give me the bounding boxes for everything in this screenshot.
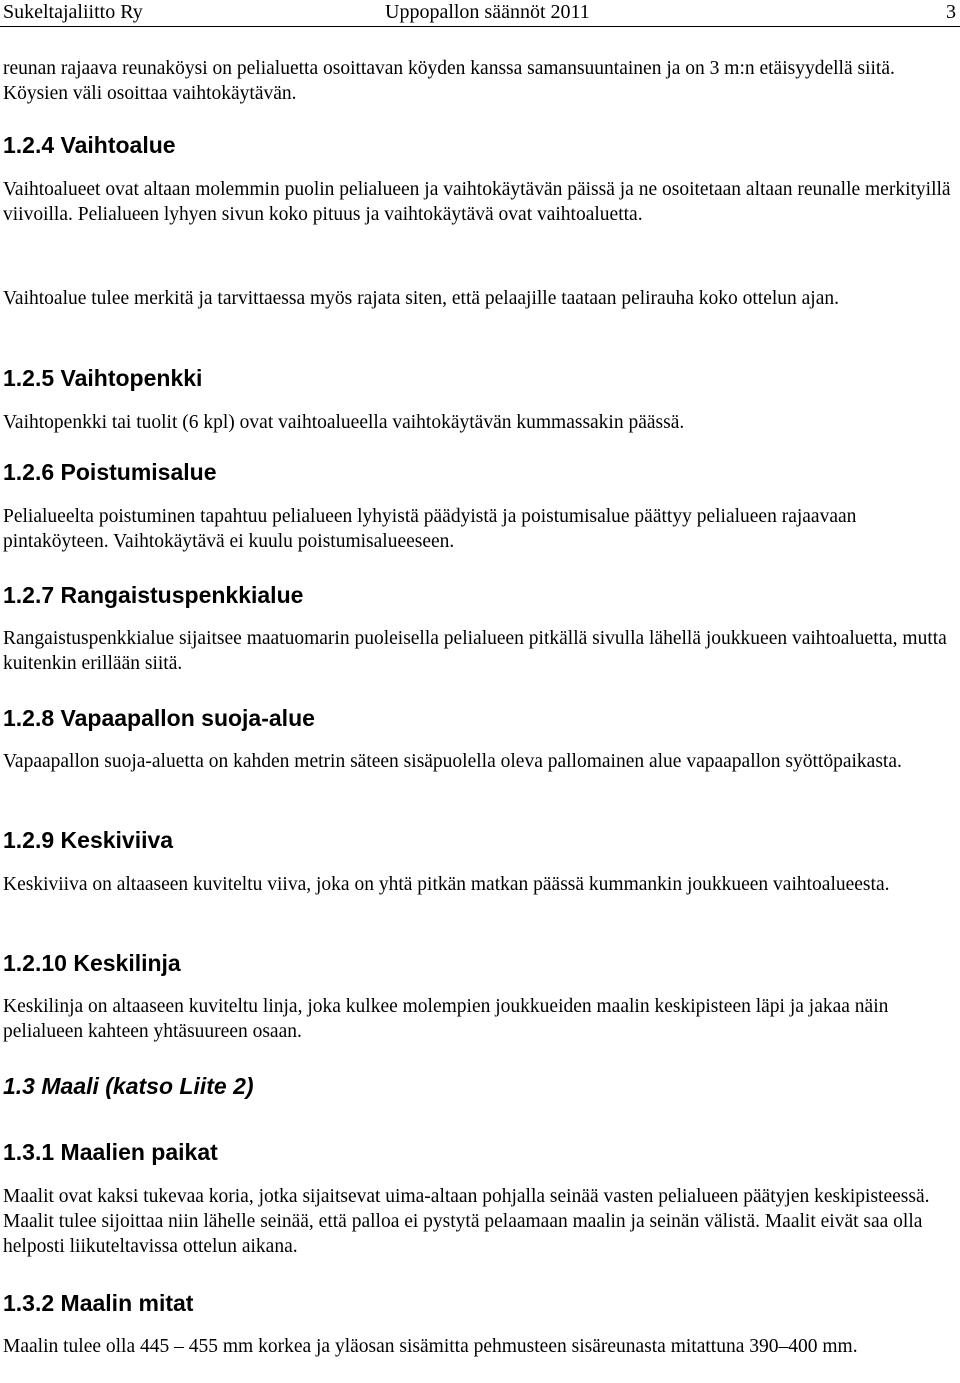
section-paragraph: Maalit ovat kaksi tukevaa koria, jotka sijaitsevat uima-altaan pohjalla seinää vasten pelialueen päätyjen keskipisteessä. Maalit tulee sijoittaa niin lähelle seinää, että palloa ei pystytä pelaamaan maalin ja seinän välistä. Maalit eivät saa olla helposti liikuteltavissa ottelun aikana. — [3, 1186, 930, 1257]
section-paragraph: Pelialueelta poistuminen tapahtuu pelialueen lyhyistä päädyistä ja poistumisalue päättyy pelialueen rajaavaan pintaköyteen. Vaihtokäytävä ei kuulu poistumisalueeseen. — [3, 506, 857, 552]
section-1-2-9-body — [3, 872, 953, 897]
header-document-title: Uppopallon säännöt 2011 — [385, 1, 590, 23]
section-heading: 1.3.1 Maalien paikat — [3, 1139, 218, 1165]
section-paragraph: Maalin tulee olla 445 – 455 mm korkea ja yläosan sisämitta pehmusteen sisäreunasta mitattuna 390–400 mm. — [3, 1336, 858, 1357]
section-1-3-1 — [3, 1138, 953, 1166]
section-paragraph: Keskiviiva on altaaseen kuviteltu viiva, joka on yhtä pitkän matkan päässä kummankin joukkueen vaihtoalueesta. — [3, 874, 890, 895]
section-1-2-4 — [3, 131, 953, 159]
section-1-2-8-body — [3, 749, 953, 774]
page-header — [0, 0, 960, 26]
section-paragraph: Vaihtoalue tulee merkitä ja tarvittaessa myös rajata siten, että pelaajille taataan pelirauha koko ottelun ajan. — [3, 288, 839, 309]
section-paragraph: Vapaapallon suoja-aluetta on kahden metrin säteen sisäpuolella oleva pallomainen alue vapaapallon syöttöpaikasta. — [3, 751, 902, 772]
section-heading: 1.3.2 Maalin mitat — [3, 1290, 194, 1316]
section-1-2-7-body — [3, 626, 953, 676]
section-heading: 1.2.5 Vaihtopenkki — [3, 365, 203, 391]
section-paragraph: Keskilinja on altaaseen kuviteltu linja, joka kulkee molempien joukkueiden maalin keskipisteen läpi ja jakaa näin pelialueen kahteen yhtäsuureen osaan. — [3, 996, 889, 1042]
intro-paragraph-block — [3, 56, 953, 106]
section-heading: 1.2.8 Vapaapallon suoja-alue — [3, 705, 315, 731]
header-organization: Sukeltajaliitto Ry — [3, 1, 143, 23]
section-1-2-5-body — [3, 410, 953, 435]
section-1-2-10-body — [3, 994, 953, 1044]
section-1-3 — [3, 1072, 953, 1100]
section-1-3-2 — [3, 1289, 953, 1317]
section-heading: 1.2.7 Rangaistuspenkkialue — [3, 582, 304, 608]
section-1-2-4-body-2 — [3, 286, 953, 311]
section-heading: 1.2.9 Keskiviiva — [3, 827, 174, 853]
section-1-2-4-body — [3, 177, 953, 227]
section-1-2-7 — [3, 581, 953, 609]
section-paragraph: Vaihtoalueet ovat altaan molemmin puolin pelialueen ja vaihtokäytävän päissä ja ne osoitetaan altaan reunalle merkityillä viivoilla. Pelialueen lyhyen sivun koko pituus ja vaihtokäytävä ovat vaihtoaluetta. — [3, 179, 951, 225]
section-heading: 1.3 Maali (katso Liite 2) — [3, 1073, 254, 1099]
section-1-3-1-body — [3, 1184, 953, 1259]
header-rule — [0, 26, 960, 27]
section-1-2-9 — [3, 826, 953, 854]
section-paragraph: Vaihtopenkki tai tuolit (6 kpl) ovat vaihtoalueella vaihtokäytävän kummassakin päässä. — [3, 412, 685, 433]
header-page-number: 3 — [946, 1, 956, 23]
section-1-2-10 — [3, 949, 953, 977]
section-1-3-2-body — [3, 1334, 953, 1359]
section-heading: 1.2.4 Vaihtoalue — [3, 132, 176, 158]
section-heading: 1.2.6 Poistumisalue — [3, 459, 217, 485]
section-1-2-6-body — [3, 504, 953, 554]
intro-paragraph: reunan rajaava reunaköysi on pelialuetta osoittavan köyden kanssa samansuuntainen ja on 3 m:n etäisyydellä siitä. Köysien väli osoittaa vaihtokäytävän. — [3, 58, 895, 104]
section-1-2-6 — [3, 458, 953, 486]
section-paragraph: Rangaistuspenkkialue sijaitsee maatuomarin puoleisella pelialueen pitkällä sivulla lähellä joukkueen vaihtoaluetta, mutta kuitenkin erillään siitä. — [3, 628, 947, 674]
section-1-2-8 — [3, 704, 953, 732]
section-heading: 1.2.10 Keskilinja — [3, 950, 181, 976]
section-1-2-5 — [3, 364, 953, 392]
